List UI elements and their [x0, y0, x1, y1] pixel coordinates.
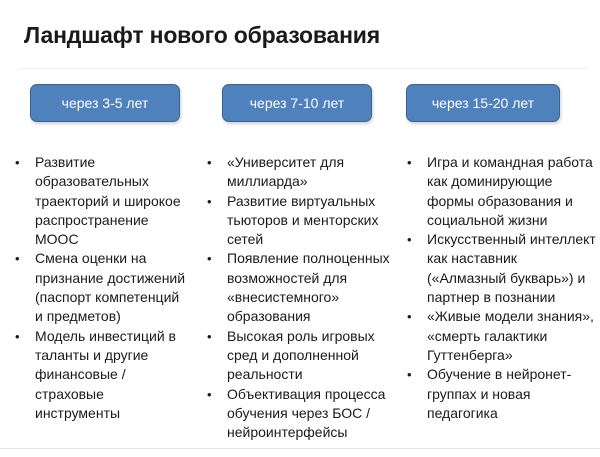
- bullet-icon: •: [15, 251, 20, 267]
- list-item-text: Искусственный интеллект как наставник («Алмазный букварь») и партнер в познании: [427, 231, 596, 306]
- list-item-text: «Живые модели знания», «смерть галактики Гуттенберга»: [427, 308, 594, 363]
- bullet-icon: •: [407, 232, 412, 248]
- list-item: [204, 192, 390, 250]
- bullet-icon: •: [407, 155, 412, 170]
- list-item: [12, 153, 194, 249]
- list-item-text: Смена оценки на признание достижений (паспорт компетенций и предметов): [35, 250, 186, 325]
- bullet-icon: •: [407, 309, 412, 325]
- bullet-icon: •: [407, 367, 412, 383]
- list-item: [204, 153, 390, 192]
- list-item: [204, 385, 390, 443]
- list-item-text: Появление полноценных возможностей для «внесистемного» образования: [227, 250, 390, 325]
- bullet-icon: •: [15, 155, 20, 170]
- list-item: [204, 249, 390, 326]
- list-item-text: Высокая роль игровых сред и дополненной реальности: [227, 327, 375, 383]
- bottom-divider: [0, 448, 600, 449]
- list-item-text: «Университет для миллиарда»: [227, 154, 345, 190]
- list-item: [404, 230, 600, 307]
- title-divider: [18, 68, 588, 69]
- list-item-text: Обучение в нейронет- группах и новая педагогика: [427, 366, 572, 421]
- list-item: [12, 249, 194, 326]
- bullet-icon: •: [15, 328, 20, 344]
- period-badge-3-5-years: через 3-5 лет: [30, 84, 180, 122]
- bullet-icon: •: [207, 193, 212, 209]
- column-7-10-years: [204, 153, 390, 442]
- list-item: [404, 307, 600, 365]
- bullet-icon: •: [207, 251, 212, 267]
- bullet-icon: •: [207, 328, 212, 344]
- period-badge-15-20-years: через 15-20 лет: [406, 84, 560, 122]
- column-15-20-years: [404, 153, 600, 423]
- list-item-text: Объективация процесса обучения через БОС / нейроинтерфейсы: [227, 385, 386, 441]
- list-item: [404, 365, 600, 423]
- slide-title: Ландшафт нового образования: [24, 22, 380, 48]
- list-item-text: Модель инвестиций в таланты и другие финансовые / страховые инструменты: [35, 327, 176, 421]
- list-item: [12, 327, 194, 423]
- bullet-icon: •: [207, 155, 212, 170]
- list-item-text: Развитие виртуальных тьюторов и менторских сетей: [227, 192, 379, 248]
- column-3-5-years: [12, 153, 194, 423]
- list-item-text: Развитие образовательных траекторий и широкое распространение MOOC: [35, 154, 181, 248]
- period-badge-7-10-years: через 7-10 лет: [222, 84, 372, 122]
- list-item: [204, 327, 390, 385]
- list-item: [404, 153, 600, 230]
- bullet-icon: •: [207, 386, 212, 402]
- list-item-text: Игра и командная работа как доминирующие формы образования и социальной жизни: [427, 154, 593, 228]
